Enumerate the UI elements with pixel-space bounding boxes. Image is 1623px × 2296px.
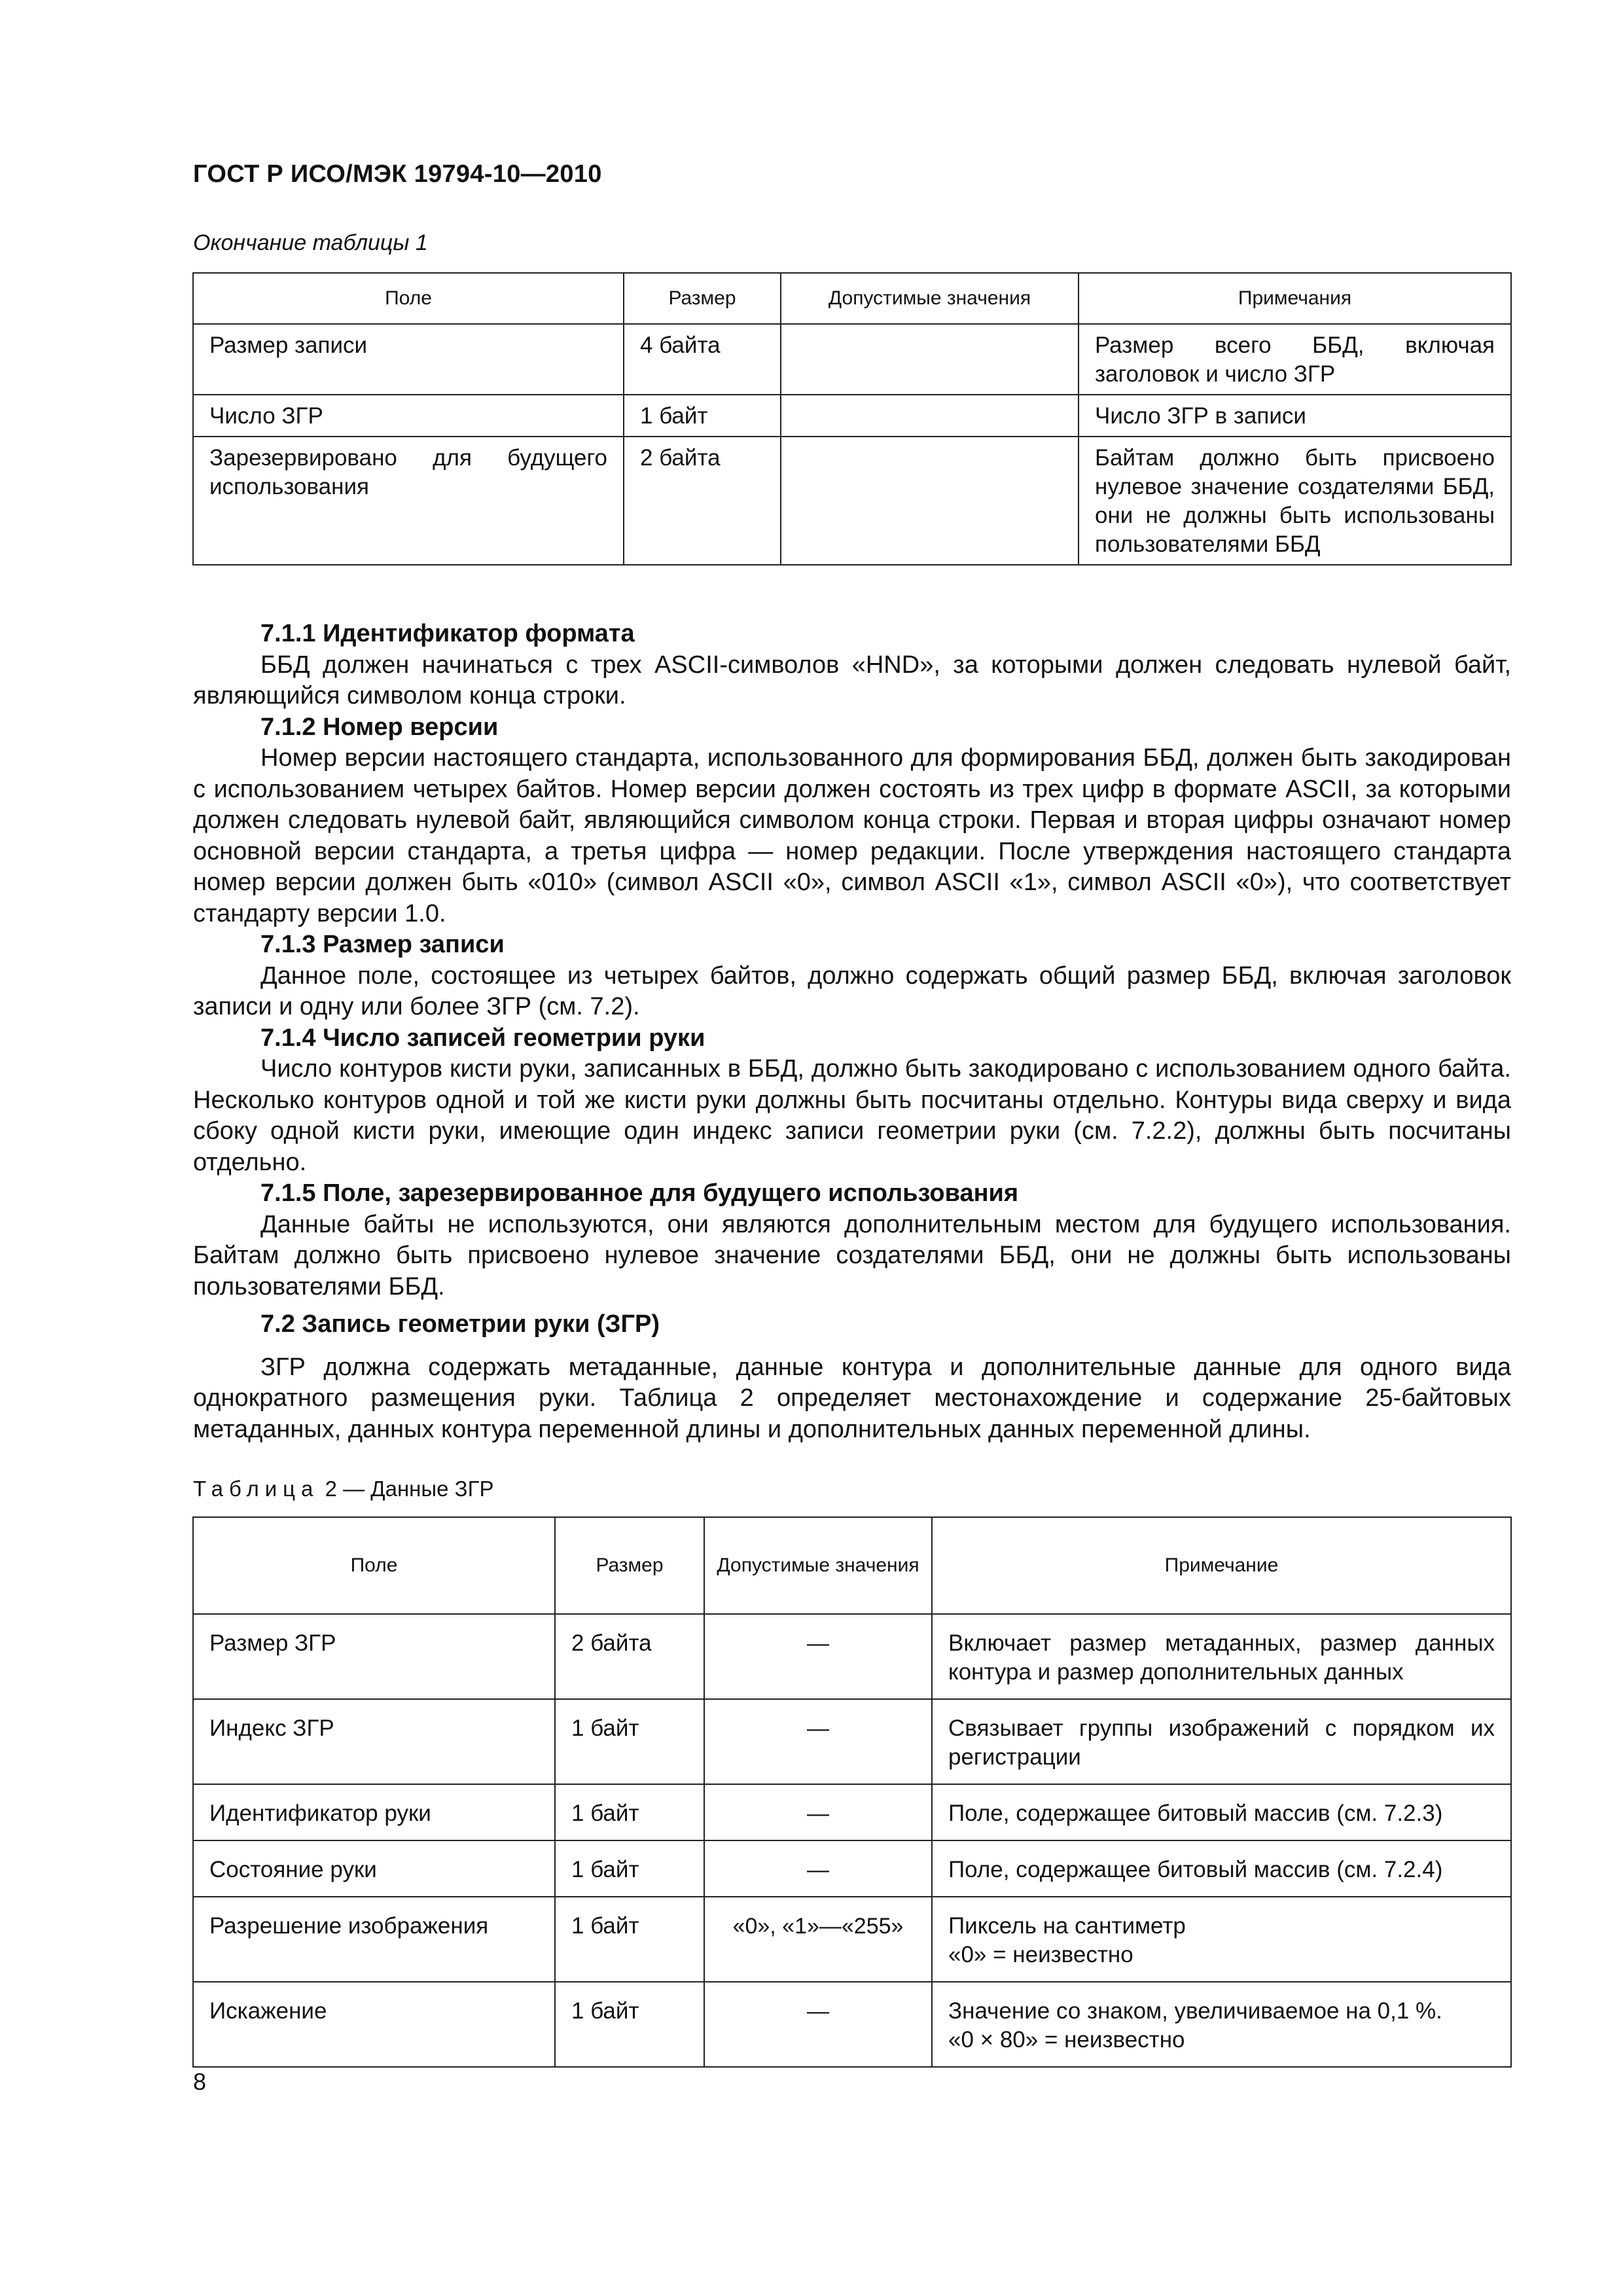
table2-cell-notes-line2: «0» = неизвестно: [948, 1942, 1133, 1967]
table-row: [193, 1784, 1511, 1840]
table1-header-size: Размер: [624, 273, 781, 324]
section-text-7-1-4: Число контуров кисти руки, записанных в ББД, должно быть закодировано с использованием одного байта. Несколько контуров одной и той же кисти руки должны быть посчитаны отдельно. Контуры вида сверху и вида сбоку одной кисти руки, имеющие один индекс записи геометрии руки (см. 7.2.2), должны быть посчитаны отдельно.: [193, 1055, 1511, 1176]
table1-cell-size: 1 байт: [624, 395, 781, 437]
document-header: ГОСТ Р ИСО/МЭК 19794-10—2010: [193, 160, 602, 188]
table-row: [193, 1840, 1511, 1897]
table2-cell-notes-line1: Пиксель на сантиметр: [948, 1913, 1186, 1939]
table1-cell-notes: Байтам должно быть присвоено нулевое значение создателями ББД, они не должны быть использованы пользователями ББД: [1079, 437, 1511, 565]
table1-header-row: [193, 273, 1511, 324]
body-text: [193, 619, 1511, 1445]
table1-cell-values: [781, 395, 1079, 437]
table2-cell-notes: Поле, содержащее битовый массив (см. 7.2.3): [932, 1784, 1511, 1840]
table-row: [193, 1699, 1511, 1784]
table1: [192, 272, 1512, 565]
table2-caption-title: 2 — Данные ЗГР: [325, 1477, 494, 1501]
table1-header-notes: Примечания: [1079, 273, 1511, 324]
table2-cell-size: 1 байт: [555, 1784, 704, 1840]
section-text-7-2: ЗГР должна содержать метаданные, данные контура и дополнительные данные для одного вида однократного размещения руки. Таблица 2 определяет местонахождение и содержание 25-байтовых метаданных, данных контура переменной длины и дополнительных данных переменной длины.: [193, 1353, 1511, 1443]
section-text-7-1-2: Номер версии настоящего стандарта, использованного для формирования ББД, должен быть закодирован с использованием четырех байтов. Номер версии должен состоять из трех цифр в формате ASCII, за которыми должен следовать нулевой байт, являющийся символом конца строки. Первая и вторая цифры означают номер основной версии стандарта, а третья цифра — номер редакции. После утверждения настоящего стандарта номер версии должен быть «010» (символ ASCII «0», символ ASCII «1», символ ASCII «0»), что соответствует стандарту версии 1.0.: [193, 744, 1511, 927]
table2-cell-size: 1 байт: [555, 1982, 704, 2067]
section-heading-7-1-2: 7.1.2 Номер версии: [260, 713, 499, 741]
table1-header-field: Поле: [193, 273, 624, 324]
table1-continuation-caption: Окончание таблицы 1: [193, 230, 428, 255]
table2-cell-values: —: [704, 1784, 932, 1840]
section-text-7-1-1: ББД должен начинаться с трех ASCII-символов «HND», за которыми должен следовать нулевой байт, являющийся символом конца строки.: [193, 651, 1511, 709]
table2-cell-field: Состояние руки: [193, 1840, 555, 1897]
table2-header-size: Размер: [555, 1517, 704, 1614]
table-row: [193, 437, 1511, 565]
table2-cell-values: —: [704, 1982, 932, 2067]
table-row: [193, 324, 1511, 395]
table2-cell-notes: Поле, содержащее битовый массив (см. 7.2.4): [932, 1840, 1511, 1897]
table2-cell-field: Разрешение изображения: [193, 1897, 555, 1982]
table1-cell-values: [781, 324, 1079, 395]
table-row: [193, 1982, 1511, 2067]
table2-cell-notes-line1: Значение со знаком, увеличиваемое на 0,1 %.: [948, 1998, 1442, 2024]
table2-caption-word: Таблица: [193, 1477, 319, 1501]
section-text-7-1-3: Данное поле, состоящее из четырех байтов, должно содержать общий размер ББД, включая заголовок записи и одну или более ЗГР (см. 7.2).: [193, 961, 1511, 1020]
table1-cell-values: [781, 437, 1079, 565]
table-row: [193, 395, 1511, 437]
table1-cell-field: Размер записи: [193, 324, 624, 395]
table-row: [193, 1614, 1511, 1699]
table1-cell-notes: Число ЗГР в записи: [1079, 395, 1511, 437]
table2-cell-size: 1 байт: [555, 1897, 704, 1982]
section-text-7-1-5: Данные байты не используются, они являются дополнительным местом для будущего использования. Байтам должно быть присвоено нулевое значение создателями ББД, они не должны быть использованы пользователями ББД.: [193, 1210, 1511, 1300]
table2-cell-notes-line2: «0 × 80» = неизвестно: [948, 2027, 1185, 2053]
table2-header-field: Поле: [193, 1517, 555, 1614]
table-row: [193, 1897, 1511, 1982]
table1-cell-size: 2 байта: [624, 437, 781, 565]
table2-cell-values: —: [704, 1840, 932, 1897]
section-heading-7-1-1: 7.1.1 Идентификатор формата: [260, 620, 635, 647]
table2-cell-field: Искажение: [193, 1982, 555, 2067]
table1-cell-notes: Размер всего ББД, включая заголовок и число ЗГР: [1079, 324, 1511, 395]
table2-cell-notes: [932, 1982, 1511, 2067]
table1-cell-field: Зарезервировано для будущего использования: [193, 437, 624, 565]
table1-cell-size: 4 байта: [624, 324, 781, 395]
table2-cell-size: 1 байт: [555, 1840, 704, 1897]
table2-caption: [193, 1477, 493, 1501]
table2-cell-values: —: [704, 1614, 932, 1699]
table2-cell-field: Размер ЗГР: [193, 1614, 555, 1699]
section-heading-7-1-4: 7.1.4 Число записей геометрии руки: [260, 1024, 705, 1052]
table2-cell-notes: Связывает группы изображений с порядком их регистрации: [932, 1699, 1511, 1784]
table2-cell-values: «0», «1»—«255»: [704, 1897, 932, 1982]
table2-cell-field: Идентификатор руки: [193, 1784, 555, 1840]
table2: [192, 1516, 1512, 2068]
table2-header-values: Допустимые значения: [704, 1517, 932, 1614]
table2-cell-field: Индекс ЗГР: [193, 1699, 555, 1784]
page-number: 8: [193, 2068, 207, 2095]
table2-cell-size: 2 байта: [555, 1614, 704, 1699]
table2-cell-values: —: [704, 1699, 932, 1784]
table1-header-values: Допустимые значения: [781, 273, 1079, 324]
table2-header-notes: Примечание: [932, 1517, 1511, 1614]
table2-header-row: [193, 1517, 1511, 1614]
section-heading-7-2: 7.2 Запись геометрии руки (ЗГР): [260, 1310, 660, 1338]
table2-cell-notes: Включает размер метаданных, размер данных контура и размер дополнительных данных: [932, 1614, 1511, 1699]
section-heading-7-1-5: 7.1.5 Поле, зарезервированное для будущего использования: [260, 1179, 1019, 1207]
table1-cell-field: Число ЗГР: [193, 395, 624, 437]
section-heading-7-1-3: 7.1.3 Размер записи: [260, 931, 505, 958]
table2-cell-notes: [932, 1897, 1511, 1982]
table2-cell-size: 1 байт: [555, 1699, 704, 1784]
